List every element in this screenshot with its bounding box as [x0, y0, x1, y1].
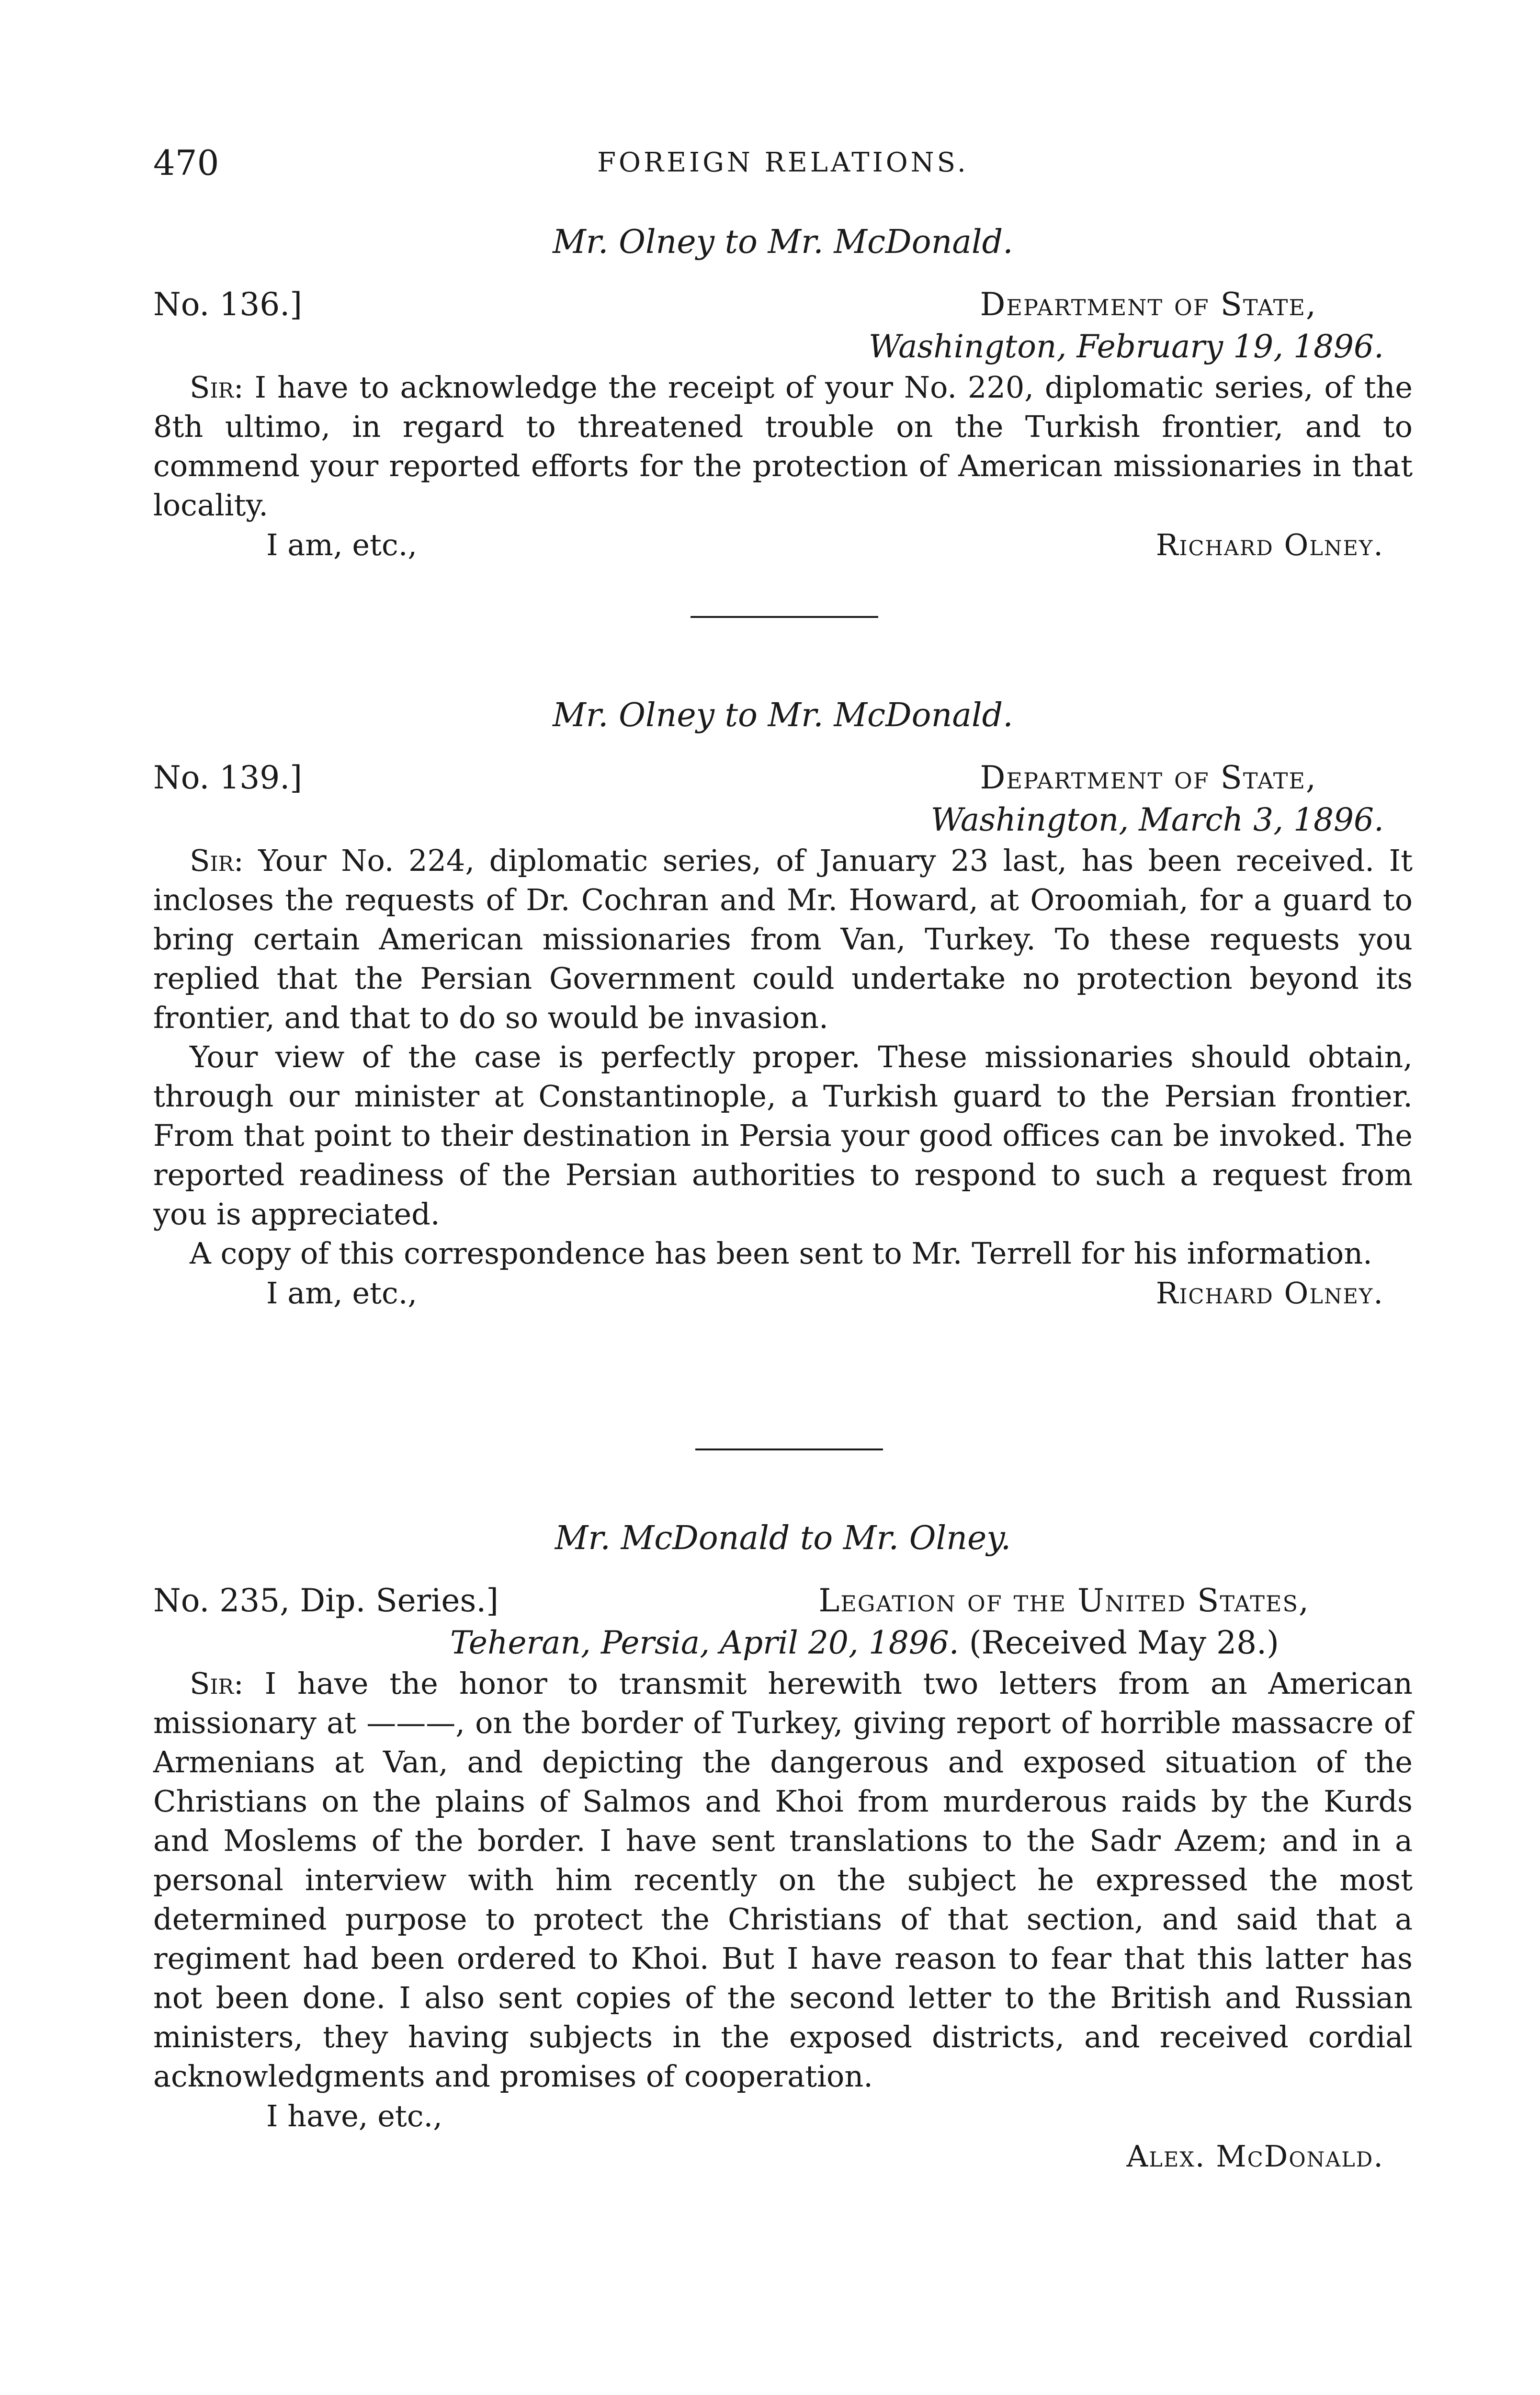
place-date: [153, 1622, 1413, 1664]
letter-paragraph: [153, 841, 1413, 1038]
closing: I am, etc.,: [266, 527, 418, 562]
salutation: Sir: [190, 843, 234, 878]
page-number: 470: [153, 143, 219, 183]
running-head: FOREIGN RELATIONS.: [597, 147, 969, 178]
salutation: Sir: [190, 1666, 234, 1701]
paragraph-text: A copy of this correspondence has been sent to Mr. Terrell for his information.: [190, 1236, 1372, 1271]
place-date: Washington, February 19, 1896.: [868, 328, 1384, 365]
document-number: No. 235, Dip. Series.]: [153, 1582, 499, 1619]
paragraph-text: : I have the honor to transmit herewith two letters from an American missionary at ———, on the border of Turkey, giving report of horrible massacre of Armenians at Van, and depicting the dangerous and exposed situation of the Christians on the plains of Salmos and Khoi from murderous raids by the Kurds and Moslems of the border. I have sent translations to the Sadr Azem; and in a personal interview with him recently on the subject he expressed the most determined purpose to protect the Christians of that section, and said that a regiment had been ordered to Khoi. But I have reason to fear that this latter has not been done. I also sent copies of the second letter to the British and Russian ministers, they having subjects in the exposed districts, and received cordial acknowledgments and promises of cooperation.: [153, 1666, 1413, 2094]
letter-title: Mr. Olney to Mr. McDonald.: [553, 223, 1013, 261]
signature: Richard Olney.: [1155, 527, 1384, 562]
letter-paragraph: [153, 1038, 1413, 1234]
salutation: Sir: [190, 370, 234, 405]
letter-paragraph: [153, 1234, 1413, 1273]
letter-paragraph: [153, 368, 1413, 525]
letter-1: [153, 220, 1413, 565]
sender-office: Department of State,: [980, 286, 1317, 323]
closing-row: [153, 525, 1413, 565]
letter-paragraph: [153, 1664, 1413, 2096]
letter-heading: [153, 1580, 1413, 1622]
letter-heading: [153, 284, 1413, 326]
section-divider: [695, 1448, 883, 1450]
document-number: No. 136.]: [153, 286, 302, 323]
sender-office: Legation of the United States,: [818, 1582, 1310, 1619]
place-date-italic: Teheran, Persia, April 20, 1896.: [450, 1624, 959, 1661]
letter-title: Mr. Olney to Mr. McDonald.: [553, 696, 1013, 734]
paragraph-text: : Your No. 224, diplomatic series, of January 23 last, has been received. It incloses the requests of Dr. Cochran and Mr. Howard, at Oroomiah, for a guard to bring certain American missionaries from Van, Turkey. To these requests you replied that the Persian Government could undertake no protection beyond its frontier, and that to do so would be invasion.: [153, 843, 1413, 1035]
received-date: (Received May 28.): [969, 1624, 1279, 1661]
signature: Alex. McDonald.: [1126, 2139, 1384, 2174]
letter-title: Mr. McDonald to Mr. Olney.: [555, 1519, 1011, 1557]
letter-3: [153, 1517, 1413, 2177]
closing-row: [153, 2096, 1413, 2136]
letter-heading: [153, 757, 1413, 799]
document-number: No. 139.]: [153, 759, 302, 796]
paragraph-text: : I have to acknowledge the receipt of your No. 220, diplomatic series, of the 8th ultimo, in regard to threatened trouble on the Turkish frontier, and to commend your reported efforts for the protection of American missionaries in that locality.: [153, 370, 1413, 523]
signature: Richard Olney.: [1155, 1276, 1384, 1311]
sender-office: Department of State,: [980, 759, 1317, 796]
page-header: [153, 139, 1413, 192]
paragraph-text: Your view of the case is perfectly proper. These missionaries should obtain, through our minister at Constantinople, a Turkish guard to the Persian frontier. From that point to their destination in Persia your good offices can be invoked. The reported readiness of the Persian authorities to respond to such a request from you is appreciated.: [153, 1039, 1413, 1232]
letter-2: [153, 694, 1413, 1313]
place-date: Washington, March 3, 1896.: [930, 801, 1384, 838]
closing-row: [153, 1273, 1413, 1313]
closing: I have, etc.,: [266, 2098, 442, 2133]
closing: I am, etc.,: [266, 1276, 418, 1311]
section-divider: [691, 616, 878, 618]
